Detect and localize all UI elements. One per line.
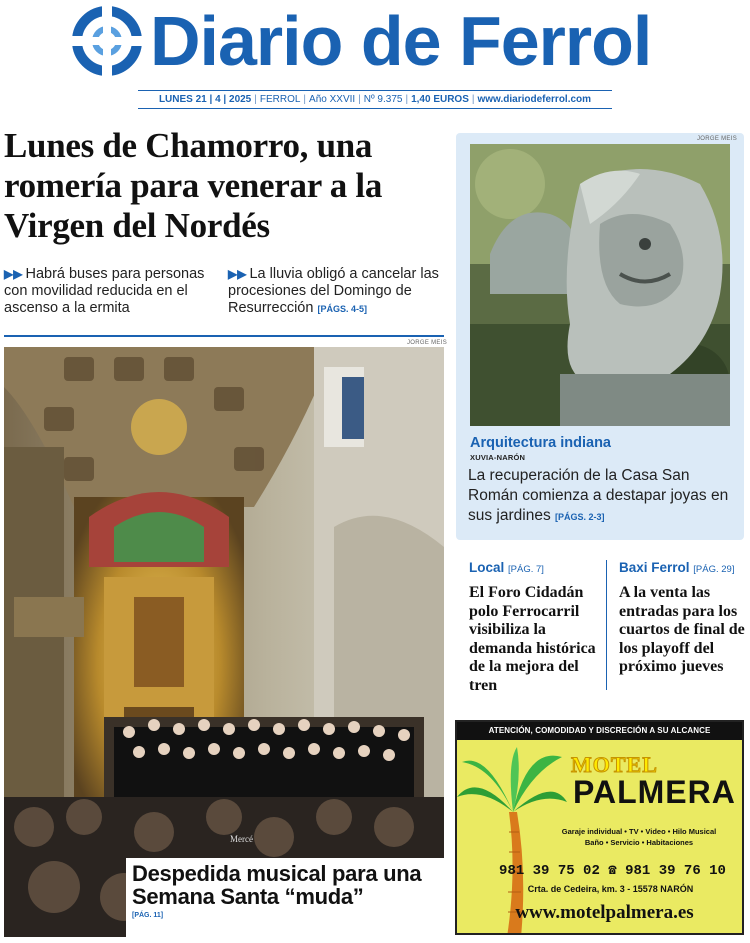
page-reference[interactable]: [PÁG. 29] [693, 564, 735, 575]
city: FERROL [259, 94, 301, 105]
page-reference[interactable]: [PÁGS. 2-3] [555, 512, 605, 522]
section-rule [4, 335, 444, 337]
feature-location: XUVIA-NARÓN [470, 453, 526, 462]
page-reference[interactable]: [PÁGS. 4-5] [317, 304, 367, 314]
double-chevron-icon: ▶▶ [4, 267, 23, 281]
section-label: Baxi Ferrol [PÁG. 29] [619, 560, 735, 575]
ad-brand-palmera: PALMERA [573, 774, 736, 810]
ad-phones [485, 862, 740, 879]
column-divider [606, 560, 607, 690]
photo-credit: JORGE MEIS [407, 340, 448, 346]
newspaper-title[interactable]: Diario de Ferrol [150, 2, 652, 80]
ad-tagline: ATENCIÓN, COMODIDAD Y DISCRECIÓN A SU ALCANCE [457, 722, 742, 740]
website-link[interactable]: www.diariodeferrol.com [477, 94, 592, 105]
feature-kicker[interactable]: Arquitectura indiana [470, 435, 611, 451]
church-concert-photo[interactable] [4, 347, 444, 937]
ad-phone-2[interactable]: 981 39 76 10 [625, 863, 726, 879]
lion-statue-photo[interactable] [470, 144, 730, 426]
dateline: LUNES 21 | 4 | 2025 | FERROL | Año XXVII | Nº 9.375 | 1,40 EUROS | www.diariodeferrol.com [158, 94, 592, 105]
issue-date: LUNES 21 | 4 | 2025 [158, 94, 252, 105]
short-story-headline[interactable]: El Foro Cidadán polo Ferrocarril visibiliza la demanda histórica de la mejora del tren [469, 584, 596, 694]
telephone-icon: ☎ [608, 863, 617, 879]
newspaper-logo-icon [72, 6, 142, 76]
photo-caption-headline[interactable]: Despedida musical para una Semana Santa “muda” [132, 861, 422, 909]
short-story-local[interactable] [469, 560, 609, 695]
lead-headline[interactable]: Lunes de Chamorro, una romería para venerar a la Virgen del Nordés [4, 126, 383, 245]
masthead-rule [138, 90, 612, 91]
section-label: Local [PÁG. 7] [469, 560, 544, 575]
page-reference[interactable]: [PÁG. 11] [132, 912, 164, 919]
ad-phone-1[interactable]: 981 39 75 02 [499, 863, 600, 879]
ad-features: Garaje individual • TV • Video • Hilo Musical Baño • Servicio • Habitaciones [561, 827, 717, 847]
feature-text[interactable] [468, 466, 740, 527]
photo-caption-box [126, 858, 444, 937]
motel-palmera-ad[interactable] [455, 720, 744, 935]
feature-body: La recuperación de la Casa San Román comienza a destapar joyas en sus jardines [468, 467, 729, 524]
ad-website[interactable]: www.motelpalmera.es [515, 902, 694, 923]
lead-bullet [4, 266, 216, 317]
ad-address: Crta. de Cedeira, km. 3 - 15578 NARÓN [527, 884, 694, 894]
shirt-text: Mercé [230, 834, 253, 844]
issue-number: Nº 9.375 [363, 94, 403, 105]
lead-bullet [228, 266, 446, 318]
masthead [0, 0, 750, 105]
masthead-rule [138, 108, 612, 109]
bullet-text: La lluvia obligó a cancelar las procesiones del Domingo de Resurrección [228, 266, 439, 316]
price: 1,40 EUROS [411, 94, 469, 105]
page-reference[interactable]: [PÁG. 7] [508, 564, 544, 575]
bullet-text: Habrá buses para personas con movilidad reducida en el ascenso a la ermita [4, 266, 205, 316]
photo-credit: JORGE MEIS [697, 136, 738, 142]
short-story-baxi-ferrol[interactable] [619, 560, 745, 677]
double-chevron-icon: ▶▶ [228, 267, 247, 281]
ad-brand-motel: MOTEL [571, 752, 658, 777]
short-story-headline[interactable]: A la venta las entradas para los cuartos de final de los playoff del próximo jueves [619, 584, 745, 675]
year: Año XXVII [309, 94, 356, 105]
